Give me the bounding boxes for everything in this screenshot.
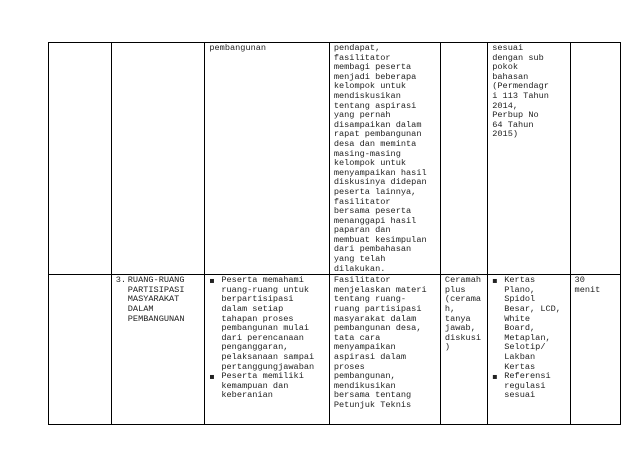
method-line: rapat pembangunan: [333, 129, 422, 140]
objective-line: berpartisipasi: [221, 294, 294, 305]
media-line: Referensi: [504, 371, 551, 382]
method-line: fasilitator: [333, 52, 391, 63]
media-item: [492, 276, 566, 372]
media-line: sesuai: [492, 43, 524, 53]
topic-number: 3.: [115, 275, 127, 286]
media-line: Kertas: [504, 275, 536, 286]
training-plan-table: [48, 42, 621, 425]
objectives-cell: [205, 43, 329, 275]
technique-line: (cerama: [444, 294, 482, 305]
method-line: masyarakat dalam: [333, 313, 417, 324]
objective-line: pembangunan: [209, 43, 267, 53]
objective-item: [209, 44, 325, 54]
table-row: [49, 275, 621, 425]
media-line: dengan sub: [492, 52, 544, 63]
objective-line: pembangunan mulai: [221, 323, 310, 334]
technique-line: diskusi: [444, 332, 482, 343]
method-line: disampaikan dalam: [333, 119, 422, 130]
media-line: 2015): [492, 129, 519, 140]
topic-cell: [111, 43, 205, 275]
media-line: regulasi: [504, 380, 546, 391]
method-line: yang telah: [333, 254, 386, 265]
technique-line: Ceramah: [444, 275, 482, 286]
empty-number-cell: [49, 43, 112, 275]
objective-line: kemampuan dan: [221, 380, 289, 391]
objectives-cell: [205, 275, 329, 425]
empty-number-cell: [49, 275, 112, 425]
media-line: Spidol: [504, 294, 536, 305]
media-line: Metaplan,: [504, 332, 551, 343]
topic-cell: [111, 275, 205, 425]
media-line: sesuai: [504, 390, 536, 401]
media-line: Perbup No: [492, 110, 539, 121]
method-line: peserta lainnya,: [333, 186, 417, 197]
square-bullet-icon: ▪: [209, 372, 215, 382]
media-line: i 113 Tahun: [492, 90, 549, 101]
technique-line: h,: [444, 304, 456, 315]
time-cell: [570, 43, 620, 275]
technique-line: jawab,: [444, 323, 476, 334]
method-line: yang pernah: [333, 110, 391, 121]
media-line: bahasan: [492, 71, 529, 82]
method-line: bersama peserta: [333, 206, 412, 217]
media-cell: [488, 43, 570, 275]
media-item: [492, 372, 566, 401]
method-line: desa dan meminta: [333, 138, 417, 149]
method-line: tentang aspirasi: [333, 100, 417, 111]
method-line: ruang partisipasi: [333, 304, 422, 315]
method-line: menjadi beberapa: [333, 71, 417, 82]
media-item: [492, 44, 566, 140]
square-bullet-icon: ▪: [209, 276, 215, 286]
method-line: masing-masing: [333, 148, 401, 159]
media-line: Plano,: [504, 284, 536, 295]
media-line: Lakban: [504, 352, 536, 362]
table-row: [49, 43, 621, 275]
method-cell: [329, 43, 440, 275]
media-line: Selotip/: [504, 342, 546, 353]
technique-cell: [440, 275, 487, 425]
objective-line: Peserta memahami: [221, 275, 304, 286]
method-line: bersama tentang: [333, 390, 412, 401]
method-line: dari pembahasan: [333, 244, 412, 255]
media-line: White: [504, 313, 531, 324]
method-line: diskusinya didepan: [333, 177, 427, 188]
time-cell: [570, 275, 620, 425]
method-line: pendapat,: [333, 43, 381, 53]
method-line: fasilitator: [333, 196, 391, 207]
square-bullet-icon: ▪: [492, 372, 498, 382]
method-line: Fasilitator: [333, 275, 391, 286]
objective-item: [209, 372, 325, 401]
media-line: pokok: [492, 62, 519, 73]
method-line: pembangunan desa,: [333, 323, 422, 334]
method-line: pembangunan,: [333, 371, 396, 382]
method-line: tata cara: [333, 332, 381, 343]
method-line: mendiskusikan: [333, 90, 401, 101]
objective-line: dari perencanaan: [221, 332, 304, 343]
technique-line: ): [444, 342, 451, 353]
media-line: Kertas: [504, 361, 536, 372]
method-line: mendikusikan: [333, 380, 396, 391]
topic-line: PEMBANGUNAN: [127, 313, 185, 324]
media-line: (Permendagr: [492, 81, 549, 92]
objective-line: tahapan proses: [221, 313, 294, 324]
objective-line: pelaksanaan sampai: [221, 352, 315, 362]
objective-line: pertanggungjawaban: [221, 361, 315, 372]
method-line: kelompok untuk: [333, 158, 407, 169]
technique-line: plus: [444, 284, 466, 295]
method-line: menyampaikan hasil: [333, 167, 427, 178]
method-line: dilakukan.: [333, 263, 386, 274]
topic-line: MASYARAKAT: [127, 294, 180, 305]
method-line: membagi peserta: [333, 62, 412, 73]
method-line: proses: [333, 361, 365, 372]
media-line: Besar, LCD,: [504, 304, 561, 315]
objective-line: keberanian: [221, 390, 273, 401]
objective-line: penganggaran,: [221, 342, 289, 353]
objective-line: Peserta memiliki: [221, 371, 304, 382]
method-line: menyampaikan: [333, 342, 396, 353]
method-line: menjelaskan materi: [333, 284, 427, 295]
method-line: membuat kesimpulan: [333, 234, 427, 245]
technique-line: tanya: [444, 313, 471, 324]
topic-line: RUANG-RUANG: [127, 275, 185, 286]
square-bullet-icon: ▪: [492, 276, 498, 286]
method-line: paparan dan: [333, 225, 391, 236]
method-line: menanggapi hasil: [333, 215, 417, 226]
method-cell: [329, 275, 440, 425]
objective-item: [209, 276, 325, 372]
media-line: 64 Tahun: [492, 119, 534, 130]
objective-line: ruang-ruang untuk: [221, 284, 310, 295]
media-line: Board,: [504, 323, 536, 334]
objective-line: dalam setiap: [221, 304, 284, 315]
time-line: 30: [574, 275, 585, 286]
topic-line: DALAM: [127, 304, 154, 315]
technique-cell: [440, 43, 487, 275]
method-line: kelompok untuk: [333, 81, 407, 92]
time-line: menit: [574, 284, 601, 295]
topic-line: PARTISIPASI: [127, 284, 185, 295]
media-cell: [488, 275, 570, 425]
method-line: Petunjuk Teknis: [333, 399, 412, 410]
method-line: aspirasi dalam: [333, 352, 407, 362]
media-line: 2014,: [492, 100, 519, 111]
method-line: tentang ruang-: [333, 294, 407, 305]
